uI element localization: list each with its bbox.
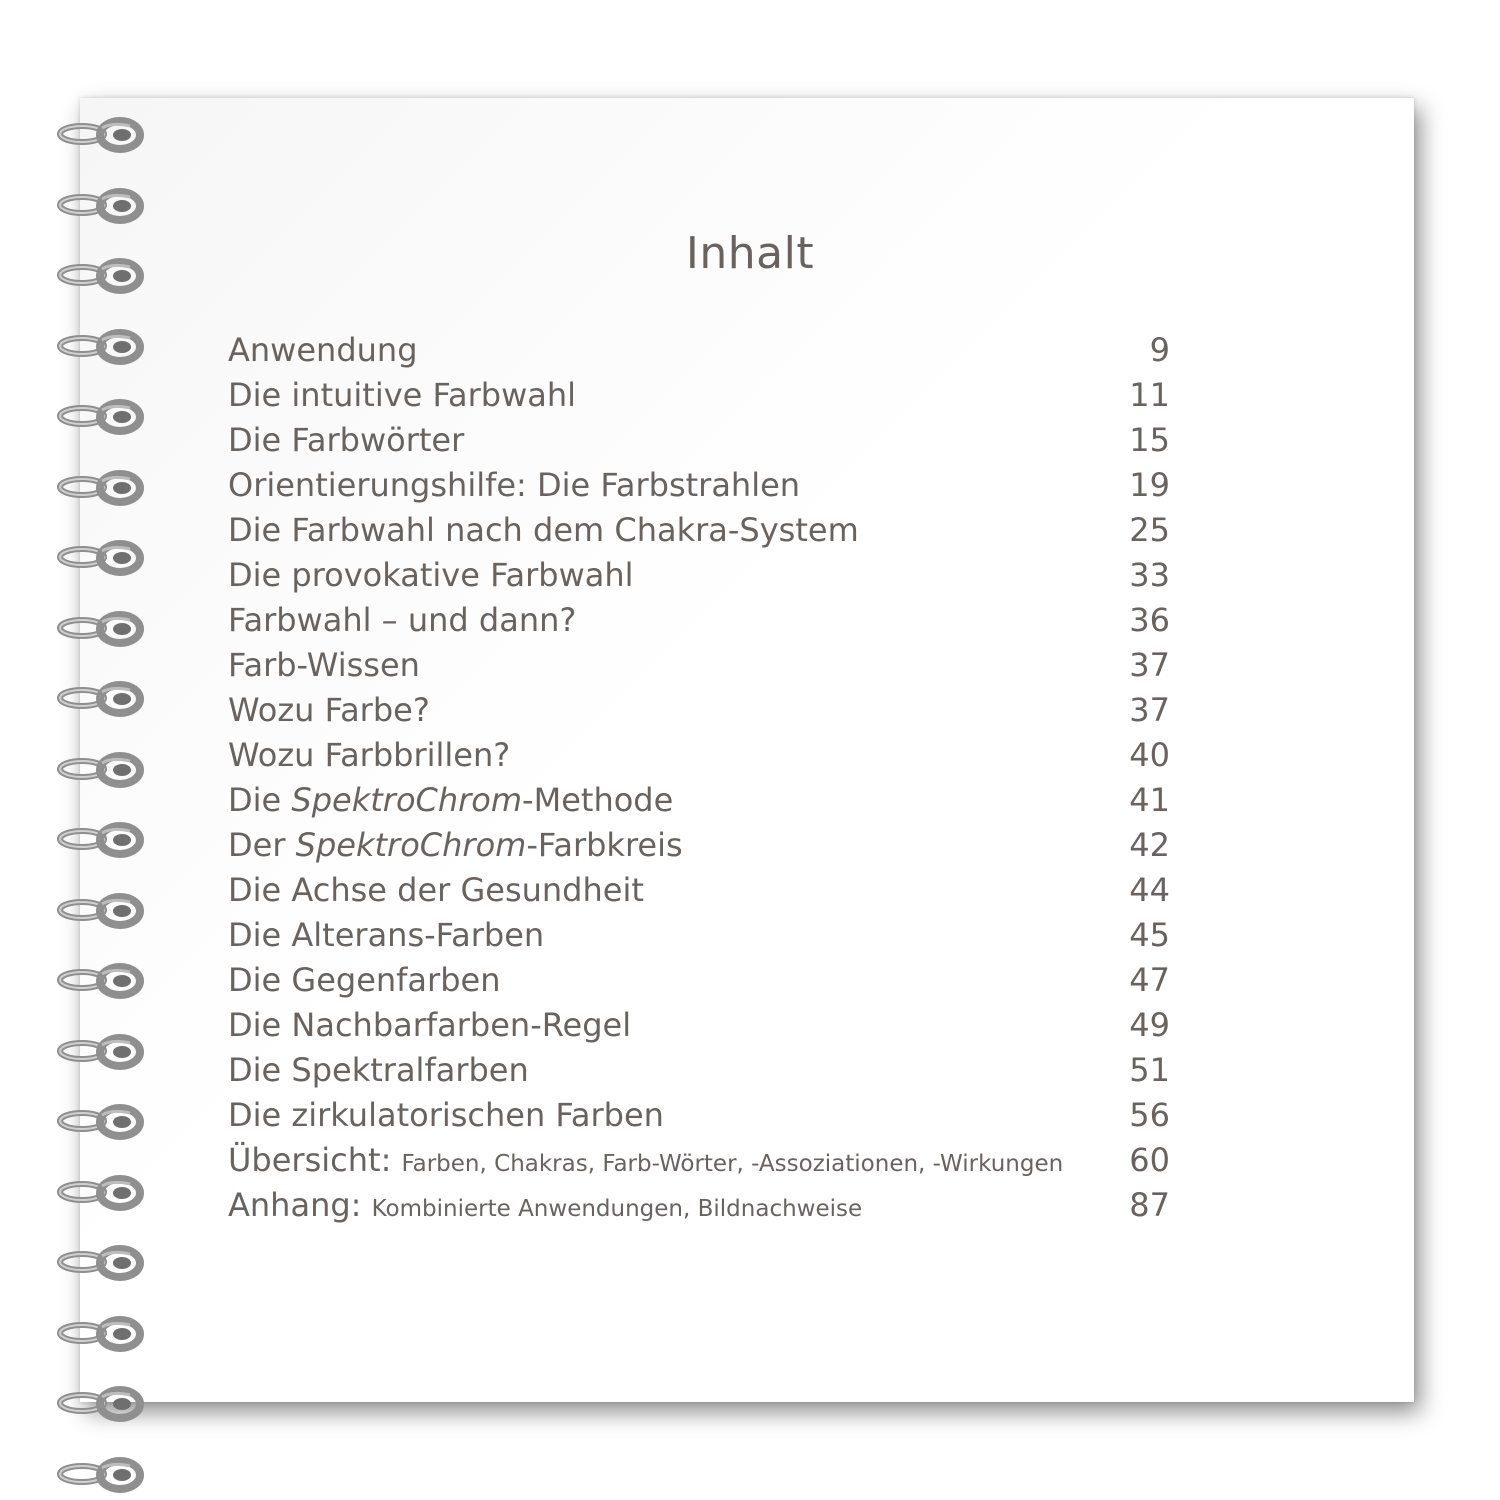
toc-entry xyxy=(228,373,1178,418)
toc-entry xyxy=(228,1138,1178,1183)
toc-entry-title: Die Nachbarfarben-Regel xyxy=(228,1006,632,1044)
toc-entry-title: Die Gegenfarben xyxy=(228,961,501,999)
toc-entry xyxy=(228,778,1178,823)
toc-entry-page: 45 xyxy=(1129,916,1170,954)
toc-entry-title-suffix: -Farbkreis xyxy=(526,826,683,864)
spiral-coil xyxy=(52,533,152,583)
toc-entry xyxy=(228,1183,1178,1228)
toc-entry-page: 87 xyxy=(1129,1186,1170,1224)
toc-entry xyxy=(228,958,1178,1003)
toc-entry-subtitle: Farben, Chakras, Farb-Wörter, -Assoziationen, -Wirkungen xyxy=(401,1151,1064,1177)
toc-entry xyxy=(228,328,1178,373)
toc-entry xyxy=(228,598,1178,643)
toc-entry xyxy=(228,1048,1178,1093)
spiral-coil xyxy=(52,1379,152,1429)
toc-entry-page: 41 xyxy=(1129,781,1170,819)
toc-entry xyxy=(228,823,1178,868)
toc-entry-title: Wozu Farbbrillen? xyxy=(228,736,511,774)
toc-entry-title xyxy=(228,778,673,823)
spiral-coil xyxy=(52,1309,152,1359)
toc-entry-subtitle: Kombinierte Anwendungen, Bildnachweise xyxy=(371,1196,863,1222)
spiral-coil xyxy=(52,886,152,936)
toc-entry-page: 49 xyxy=(1129,1006,1170,1044)
toc-entry-page: 40 xyxy=(1129,736,1170,774)
toc-entry-page: 47 xyxy=(1129,961,1170,999)
toc-entry-title xyxy=(228,823,683,868)
page-title: Inhalt xyxy=(685,228,815,279)
spiral-coil xyxy=(52,1168,152,1218)
toc-entry-title xyxy=(228,1183,862,1232)
toc-entry-title-italic: SpektroChrom xyxy=(291,781,523,819)
spiral-coil xyxy=(52,322,152,372)
spiral-coil xyxy=(52,745,152,795)
spiral-coil xyxy=(52,463,152,513)
spiral-coil xyxy=(52,1238,152,1288)
spiral-coil xyxy=(52,181,152,231)
toc-entry xyxy=(228,643,1178,688)
toc-entry-title: Orientierungshilfe: Die Farbstrahlen xyxy=(228,466,801,504)
toc-entry-page: 15 xyxy=(1129,421,1170,459)
toc-entry-title: Die Achse der Gesundheit xyxy=(228,871,644,909)
toc-entry-page: 44 xyxy=(1129,871,1170,909)
spiral-coil xyxy=(52,1027,152,1077)
toc-entry-page: 37 xyxy=(1129,691,1170,729)
toc-entry xyxy=(228,508,1178,553)
toc-entry xyxy=(228,868,1178,913)
toc-entry xyxy=(228,733,1178,778)
toc-entry-page: 37 xyxy=(1129,646,1170,684)
toc-entry-heading: Übersicht: xyxy=(228,1141,392,1179)
toc-entry-page: 36 xyxy=(1129,601,1170,639)
spiral-coil xyxy=(52,1097,152,1147)
toc-entry-title xyxy=(228,1138,1063,1187)
spiral-coil xyxy=(52,604,152,654)
spiral-coil xyxy=(52,674,152,724)
spiral-coil xyxy=(52,956,152,1006)
toc-entry-page: 25 xyxy=(1129,511,1170,549)
toc-entry-page: 11 xyxy=(1129,376,1170,414)
toc-entry-title: Die Spektralfarben xyxy=(228,1051,529,1089)
toc-entry-heading: Anhang: xyxy=(228,1186,362,1224)
toc-entry-page: 56 xyxy=(1129,1096,1170,1134)
toc-entry xyxy=(228,1003,1178,1048)
toc-entry xyxy=(228,913,1178,958)
toc-entry-title: Die Alterans-Farben xyxy=(228,916,545,954)
toc-entry-title: Die Farbwörter xyxy=(228,421,465,459)
toc-entry-title: Die Farbwahl nach dem Chakra-System xyxy=(228,511,859,549)
toc-entry-title: Farb-Wissen xyxy=(228,646,420,684)
spiral-coil xyxy=(52,815,152,865)
toc-entry-title-suffix: -Methode xyxy=(522,781,674,819)
spiral-coil xyxy=(52,392,152,442)
toc-entry-title: Die provokative Farbwahl xyxy=(228,556,634,594)
table-of-contents xyxy=(228,328,1178,1228)
spiral-coil xyxy=(52,110,152,160)
toc-entry-page: 9 xyxy=(1149,331,1170,369)
toc-entry-title: Farbwahl – und dann? xyxy=(228,601,577,639)
toc-entry xyxy=(228,1093,1178,1138)
toc-entry-title: Wozu Farbe? xyxy=(228,691,430,729)
spiral-binding xyxy=(52,110,152,1370)
toc-entry-page: 42 xyxy=(1129,826,1170,864)
toc-entry-title-prefix: Der xyxy=(228,826,296,864)
toc-entry-title: Die zirkulatorischen Farben xyxy=(228,1096,664,1134)
toc-entry-title-prefix: Die xyxy=(228,781,292,819)
toc-entry-page: 33 xyxy=(1129,556,1170,594)
toc-entry xyxy=(228,463,1178,508)
toc-entry xyxy=(228,418,1178,463)
toc-entry-title: Anwendung xyxy=(228,331,418,369)
spiral-coil xyxy=(52,1450,152,1500)
toc-entry-title-italic: SpektroChrom xyxy=(295,826,527,864)
toc-entry xyxy=(228,688,1178,733)
toc-entry-title: Die intuitive Farbwahl xyxy=(228,376,577,414)
toc-entry-page: 60 xyxy=(1129,1141,1170,1179)
toc-entry-page: 51 xyxy=(1129,1051,1170,1089)
toc-entry xyxy=(228,553,1178,598)
toc-entry-page: 19 xyxy=(1129,466,1170,504)
